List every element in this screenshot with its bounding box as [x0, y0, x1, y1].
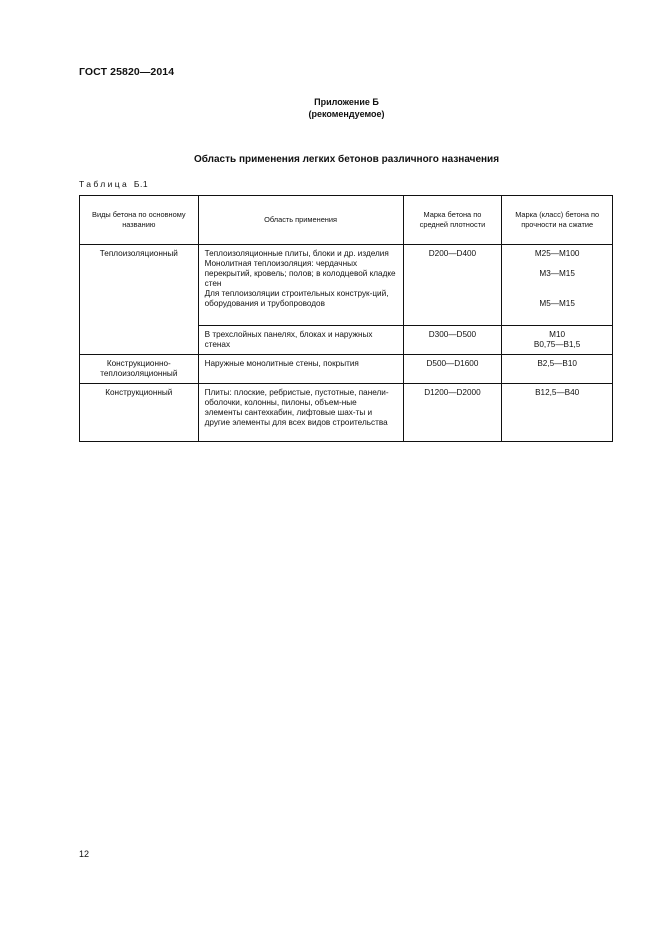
strength-value: M10 [549, 330, 566, 339]
header-density-grade: Марка бетона по средней плотности [403, 196, 502, 245]
table-label-word: Таблица [79, 179, 130, 189]
cell-strength-grade [502, 326, 613, 355]
document-code: ГОСТ 25820—2014 [79, 66, 175, 78]
cell-application: Плиты: плоские, ребристые, пустотные, панели-оболочки, колонны, пилоны, объем-ные элементы сантехкабин, лифтовые шах-ты и другие элементы для всех видов строительства [198, 384, 403, 442]
cell-density-grade: D200—D400 [403, 245, 502, 326]
cell-concrete-type: Теплоизоляционный [80, 245, 199, 355]
header-strength-grade: Марка (класс) бетона по прочности на сжатие [502, 196, 613, 245]
application-line: Монолитная теплоизоляция: чердачных перекрытий, кровель; полов; в колодцевой кладке стен [204, 259, 396, 288]
cell-application: Наружные монолитные стены, покрытия [198, 355, 403, 384]
cell-application: В трехслойных панелях, блоках и наружных стенах [198, 326, 403, 355]
page-title: Область применения легких бетонов различного назначения [193, 154, 500, 165]
cell-density-grade: D1200—D2000 [403, 384, 502, 442]
concrete-application-table [79, 195, 613, 442]
strength-value: M25—M100 [534, 249, 580, 258]
cell-strength-grade: B12,5—B40 [502, 384, 613, 442]
table-row [80, 355, 613, 384]
page-number: 12 [79, 849, 90, 859]
cell-strength-grade [502, 245, 613, 326]
appendix-heading [0, 96, 661, 120]
appendix-subtitle: (рекомендуемое) [308, 109, 385, 119]
application-line: Для теплоизоляции строительных конструк-ций, оборудования и трубопроводов [204, 289, 389, 308]
header-concrete-type: Виды бетона по основному названию [80, 196, 199, 245]
strength-value: M5—M15 [539, 299, 575, 308]
appendix-title: Приложение Б [314, 97, 379, 107]
cell-concrete-type: Конструкционно-теплоизоляционный [80, 355, 199, 384]
strength-value: M3—M15 [539, 269, 575, 278]
table-row [80, 245, 613, 326]
table-label [79, 179, 148, 189]
cell-density-grade: D300—D500 [403, 326, 502, 355]
header-application: Область применения [198, 196, 403, 245]
cell-density-grade: D500—D1600 [403, 355, 502, 384]
cell-concrete-type: Конструкционный [80, 384, 199, 442]
strength-value: B0,75—B1,5 [533, 340, 581, 349]
cell-strength-grade: B2,5—B10 [502, 355, 613, 384]
table-label-number: Б.1 [133, 179, 149, 189]
application-line: Теплоизоляционные плиты, блоки и др. изделия [204, 249, 389, 258]
table-header-row [80, 196, 613, 245]
cell-application [198, 245, 403, 326]
table-row [80, 384, 613, 442]
